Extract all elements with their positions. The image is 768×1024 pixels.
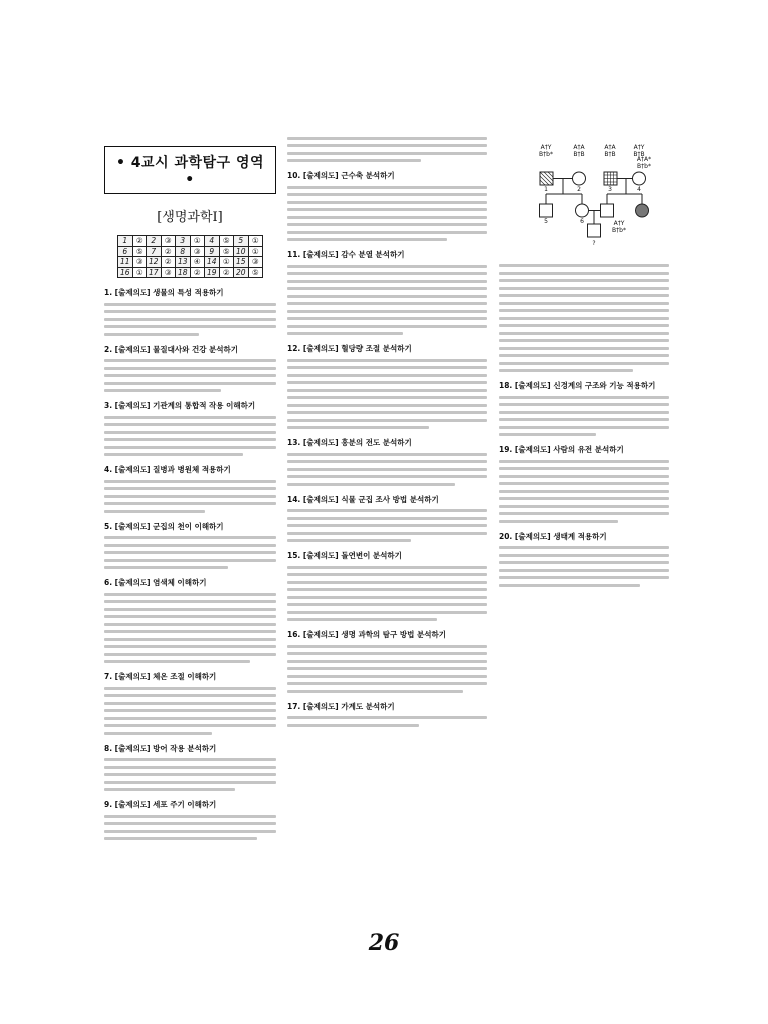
text-line [287, 366, 487, 369]
explanation-section [104, 578, 276, 663]
explanations-col3 [499, 264, 669, 587]
text-line [287, 524, 487, 527]
section-body-placeholder [287, 509, 487, 542]
answer-number: 7 [147, 246, 162, 257]
pedigree-female-8 [636, 204, 649, 217]
explanation-section [287, 438, 487, 486]
explanation-section [499, 532, 669, 587]
text-line [104, 367, 276, 370]
answer-number: 2 [147, 236, 162, 247]
pedigree-num-1: 1 [544, 186, 548, 193]
text-line [104, 653, 276, 656]
text-line [104, 600, 276, 603]
text-line [287, 137, 487, 140]
section-body-placeholder [287, 453, 487, 486]
text-line [287, 389, 487, 392]
answer-choice: ⑤ [219, 246, 234, 257]
explanation-section [499, 264, 669, 372]
text-line [287, 295, 487, 298]
text-line [499, 467, 669, 470]
text-line [104, 303, 276, 306]
text-line [287, 186, 487, 189]
pedigree-label-3: A†A B†B [604, 144, 616, 158]
section-heading: 11. [출제의도] 감수 분열 분석하기 [287, 250, 405, 259]
text-line [499, 369, 633, 372]
text-line [104, 815, 276, 818]
answer-choice: ① [190, 236, 205, 247]
text-line [287, 238, 447, 241]
text-line [104, 559, 276, 562]
text-line [104, 333, 199, 336]
text-line [499, 418, 669, 421]
text-line [499, 554, 669, 557]
subject-subtitle: [생명과학Ⅰ] [157, 210, 223, 225]
section-heading: 7. [출제의도] 체온 조절 이해하기 [104, 672, 217, 681]
pedigree-diagram [499, 132, 669, 254]
text-line [287, 419, 487, 422]
text-line [499, 411, 669, 414]
text-line [104, 423, 276, 426]
text-line [104, 781, 276, 784]
answer-number: 9 [205, 246, 220, 257]
text-line [287, 468, 487, 471]
text-line [104, 837, 257, 840]
text-line [499, 569, 669, 572]
answer-number: 12 [147, 257, 162, 268]
answer-number: 8 [176, 246, 191, 257]
text-line [104, 788, 235, 791]
text-line [104, 431, 276, 434]
section-body-placeholder [287, 137, 487, 163]
text-line [499, 347, 669, 350]
text-line [104, 359, 276, 362]
answer-choice: ③ [161, 267, 176, 278]
text-line [499, 505, 669, 508]
section-heading: 16. [출제의도] 생명 과학의 탐구 방법 분석하기 [287, 630, 446, 639]
text-line [287, 603, 487, 606]
answer-row [118, 267, 263, 278]
explanation-section [104, 672, 276, 735]
pedigree-label-4: A†Y B†B [633, 144, 645, 158]
pedigree-female-2 [573, 172, 586, 185]
explanation-section [287, 495, 487, 543]
section-body-placeholder [104, 815, 276, 841]
text-line [287, 682, 487, 685]
section-heading: 9. [출제의도] 세포 주기 이해하기 [104, 800, 217, 809]
pedigree-unknown-mark: ? [592, 240, 596, 247]
section-heading: 3. [출제의도] 기관계의 통합적 작용 이해하기 [104, 401, 256, 410]
answer-choice: ⑤ [219, 236, 234, 247]
text-line [287, 453, 487, 456]
text-line [499, 433, 596, 436]
text-line [287, 231, 487, 234]
text-line [499, 272, 669, 275]
text-line [287, 272, 487, 275]
text-line [499, 294, 669, 297]
text-line [104, 630, 276, 633]
pedigree-num-4: 4 [637, 186, 641, 193]
text-line [104, 566, 228, 569]
text-line [287, 208, 487, 211]
section-heading: 1. [출제의도] 생물의 특성 적용하기 [104, 288, 224, 297]
pedigree-label-5: A†A* B†b* [636, 156, 652, 170]
answer-choice: ③ [190, 246, 205, 257]
text-line [499, 396, 669, 399]
section-body-placeholder [499, 460, 669, 523]
text-line [287, 588, 487, 591]
text-line [104, 453, 243, 456]
section-body-placeholder [104, 480, 276, 513]
text-line [287, 573, 487, 576]
answer-choice: ⑤ [248, 267, 263, 278]
text-line [499, 324, 669, 327]
text-line [287, 265, 487, 268]
text-line [104, 480, 276, 483]
section-heading: 6. [출제의도] 염색체 이해하기 [104, 578, 207, 587]
text-line [287, 411, 487, 414]
text-line [104, 615, 276, 618]
section-heading: 18. [출제의도] 신경계의 구조와 기능 적용하기 [499, 381, 656, 390]
text-line [499, 584, 640, 587]
answer-number: 3 [176, 236, 191, 247]
section-heading: 4. [출제의도] 질병과 병원체 적용하기 [104, 465, 231, 474]
text-line [104, 660, 250, 663]
section-body-placeholder [104, 303, 276, 336]
text-line [287, 675, 487, 678]
pedigree-label-1: A†Y B†b* [539, 144, 553, 158]
answer-number: 19 [205, 267, 220, 278]
text-line [104, 758, 276, 761]
pedigree-num-3: 3 [608, 186, 612, 193]
text-line [499, 279, 669, 282]
text-line [104, 773, 276, 776]
text-line [499, 403, 669, 406]
text-line [287, 660, 487, 663]
text-line [104, 717, 276, 720]
explanation-section [287, 137, 487, 163]
section-heading: 2. [출제의도] 물질대사와 건강 분석하기 [104, 344, 239, 354]
answer-number: 10 [234, 246, 249, 257]
pedigree-num-6: 6 [580, 218, 584, 225]
section-body-placeholder [104, 593, 276, 664]
text-line [287, 381, 487, 384]
answer-choice: ② [161, 257, 176, 268]
explanation-section [287, 551, 487, 621]
section-body-placeholder [104, 758, 276, 791]
section-body-placeholder [104, 687, 276, 735]
explanation-section [104, 522, 276, 570]
answer-choice: ③ [132, 257, 147, 268]
right-column [499, 132, 669, 596]
text-line [287, 581, 487, 584]
text-line [287, 152, 487, 155]
middle-column [287, 132, 487, 736]
answer-key-table [117, 235, 263, 278]
answer-number: 6 [118, 246, 133, 257]
section-body-placeholder [287, 716, 487, 727]
explanation-section [104, 288, 276, 336]
text-line [287, 724, 419, 727]
text-line [499, 482, 669, 485]
text-line [287, 302, 487, 305]
section-heading: 8. [출제의도] 방어 작용 분석하기 [104, 743, 217, 753]
text-line [104, 709, 276, 712]
text-line [287, 317, 487, 320]
pedigree-male-5 [540, 204, 553, 217]
text-line [287, 144, 487, 147]
answer-choice: ② [161, 246, 176, 257]
section-body-placeholder [287, 265, 487, 336]
text-line [499, 460, 669, 463]
text-line [104, 382, 276, 385]
text-line [287, 201, 487, 204]
text-line [287, 374, 487, 377]
text-line [287, 716, 487, 719]
text-line [287, 280, 487, 283]
text-line [499, 339, 669, 342]
text-line [499, 520, 618, 523]
text-line [499, 362, 669, 365]
explanation-section [287, 702, 487, 727]
section-body-placeholder [287, 186, 487, 242]
answer-number: 4 [205, 236, 220, 247]
answer-number: 5 [234, 236, 249, 247]
answer-choice: ① [132, 267, 147, 278]
answer-choice: ② [132, 236, 147, 247]
text-line [287, 159, 421, 162]
explanation-section [104, 800, 276, 840]
answer-choice: ④ [190, 257, 205, 268]
text-line [104, 446, 276, 449]
text-line [104, 724, 276, 727]
section-body-placeholder [287, 359, 487, 430]
text-line [287, 645, 487, 648]
section-body-placeholder [499, 264, 669, 372]
answer-choice: ① [219, 257, 234, 268]
section-body-placeholder [104, 536, 276, 569]
text-line [287, 483, 455, 486]
text-line [287, 596, 487, 599]
text-line [104, 374, 276, 377]
text-line [104, 551, 276, 554]
answer-row [118, 257, 263, 268]
text-line [104, 638, 276, 641]
text-line [287, 532, 487, 535]
pedigree-label-2: A†A B†B [573, 144, 585, 158]
text-line [287, 223, 487, 226]
text-line [104, 687, 276, 690]
text-line [104, 310, 276, 313]
answer-number: 18 [176, 267, 191, 278]
text-line [287, 193, 487, 196]
section-heading: 13. [출제의도] 흥분의 전도 분석하기 [287, 438, 412, 447]
answer-choice: ③ [248, 257, 263, 268]
explanation-section [287, 630, 487, 693]
section-heading: 5. [출제의도] 군집의 천이 이해하기 [104, 521, 224, 531]
text-line [104, 487, 276, 490]
section-body-placeholder [287, 566, 487, 622]
text-line [499, 302, 669, 305]
section-body-placeholder [104, 416, 276, 457]
text-line [104, 623, 276, 626]
section-heading: 10. [출제의도] 근수축 분석하기 [287, 171, 395, 180]
text-line [499, 497, 669, 500]
text-line [287, 332, 403, 335]
pedigree-label-6: A†Y B†b* [612, 220, 626, 234]
text-line [287, 475, 487, 478]
explanation-section [287, 171, 487, 241]
text-line [104, 645, 276, 648]
text-line [104, 325, 276, 328]
explanation-section [499, 445, 669, 523]
section-heading: 12. [출제의도] 혈당량 조절 분석하기 [287, 344, 412, 353]
explanation-section [104, 345, 276, 393]
pedigree-male-7 [601, 204, 614, 217]
explanations-col2 [287, 137, 487, 727]
answer-choice: ② [190, 267, 205, 278]
pedigree-female-4 [633, 172, 646, 185]
answer-row [118, 236, 263, 247]
section-heading: 17. [출제의도] 가계도 분석하기 [287, 701, 395, 711]
text-line [499, 332, 669, 335]
text-line [104, 318, 276, 321]
text-line [287, 690, 463, 693]
answer-number: 16 [118, 267, 133, 278]
explanations-col1 [104, 288, 276, 840]
text-line [287, 566, 487, 569]
answer-choice: ① [248, 246, 263, 257]
page-number: 26 [368, 930, 400, 956]
pedigree-num-5: 5 [544, 218, 548, 225]
text-line [287, 539, 411, 542]
text-line [104, 510, 205, 513]
answer-choice: ② [219, 267, 234, 278]
section-heading: 19. [출제의도] 사람의 유전 분석하기 [499, 445, 624, 454]
answer-number: 14 [205, 257, 220, 268]
pedigree-female-6 [576, 204, 589, 217]
text-line [104, 830, 276, 833]
text-line [104, 536, 276, 539]
explanation-section [287, 250, 487, 335]
text-line [104, 544, 276, 547]
section-heading: 15. [출제의도] 돌연변이 분석하기 [287, 551, 402, 560]
left-column [104, 132, 276, 849]
text-line [287, 618, 437, 621]
text-line [499, 561, 669, 564]
text-line [287, 325, 487, 328]
text-line [499, 287, 669, 290]
page-title: • 4교시 과학탐구 영역 • [104, 146, 276, 194]
section-body-placeholder [104, 359, 276, 392]
section-heading: 20. [출제의도] 생태계 적용하기 [499, 531, 607, 541]
section-body-placeholder [499, 396, 669, 437]
explanation-section [104, 401, 276, 456]
text-line [499, 576, 669, 579]
text-line [499, 546, 669, 549]
explanation-section [287, 344, 487, 429]
section-heading: 14. [출제의도] 식물 군집 조사 방법 분석하기 [287, 494, 439, 504]
answer-choice: ⑤ [132, 246, 147, 257]
text-line [287, 310, 487, 313]
text-line [104, 502, 276, 505]
text-line [104, 608, 276, 611]
answer-number: 11 [118, 257, 133, 268]
text-line [287, 359, 487, 362]
text-line [104, 593, 276, 596]
explanation-section [499, 381, 669, 436]
text-line [287, 509, 487, 512]
answer-choice: ③ [161, 236, 176, 247]
text-line [499, 317, 669, 320]
text-line [287, 652, 487, 655]
answer-choice: ① [248, 236, 263, 247]
text-line [287, 216, 487, 219]
text-line [287, 517, 487, 520]
explanation-section [104, 744, 276, 792]
text-line [104, 702, 276, 705]
section-body-placeholder [287, 645, 487, 693]
answer-number: 15 [234, 257, 249, 268]
text-line [499, 426, 669, 429]
text-line [104, 416, 276, 419]
answer-number: 1 [118, 236, 133, 247]
text-line [499, 309, 669, 312]
text-line [104, 694, 276, 697]
explanation-section [104, 465, 276, 513]
text-line [499, 490, 669, 493]
text-line [499, 354, 669, 357]
text-line [287, 287, 487, 290]
text-line [499, 264, 669, 267]
section-body-placeholder [499, 546, 669, 587]
text-line [287, 667, 487, 670]
text-line [104, 732, 212, 735]
text-line [287, 404, 487, 407]
text-line [104, 495, 276, 498]
answer-number: 17 [147, 267, 162, 278]
answer-number: 13 [176, 257, 191, 268]
text-line [287, 611, 487, 614]
answer-row [118, 246, 263, 257]
pedigree-male-9 [588, 224, 601, 237]
text-line [287, 396, 487, 399]
text-line [499, 475, 669, 478]
answer-number: 20 [234, 267, 249, 278]
text-line [499, 512, 669, 515]
text-line [287, 460, 487, 463]
text-line [104, 438, 276, 441]
pedigree-num-2: 2 [577, 186, 581, 193]
text-line [104, 822, 276, 825]
text-line [287, 426, 429, 429]
text-line [104, 389, 221, 392]
text-line [104, 766, 276, 769]
